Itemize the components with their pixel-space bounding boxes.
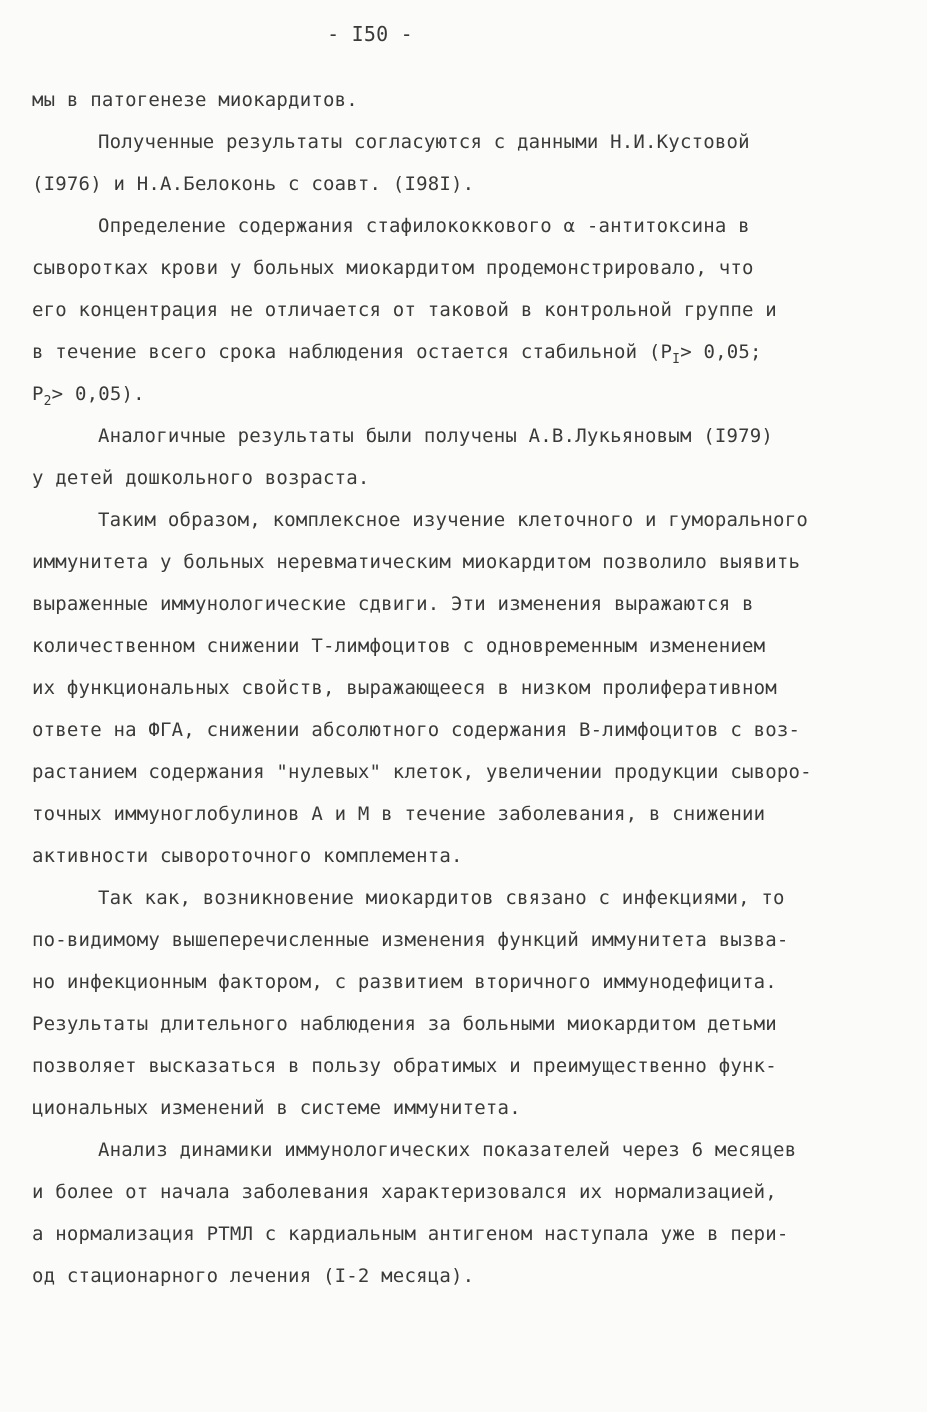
text-line: но инфекционным фактором, с развитием вторичного иммунодефицита. bbox=[32, 971, 777, 993]
text-fragment: в течение всего срока наблюдения остается стабильной (P bbox=[32, 341, 673, 363]
text-line: Так как, возникновение миокардитов связано с инфекциями, то bbox=[98, 887, 785, 909]
text-line: количественном снижении Т-лимфоцитов с одновременным изменением bbox=[32, 635, 766, 657]
text-fragment: > 0,05). bbox=[51, 383, 145, 405]
text-line: точных иммуноглобулинов А и М в течение заболевания, в снижении bbox=[32, 803, 766, 825]
text-line: Полученные результаты согласуются с данными Н.И.Кустовой bbox=[98, 131, 750, 153]
text-line: Анализ динамики иммунологических показателей через 6 месяцев bbox=[98, 1139, 797, 1161]
text-line: иммунитета у больных неревматическим миокардитом позволило выявить bbox=[32, 551, 801, 573]
text-line: ответе на ФГА, снижении абсолютного содержания В-лимфоцитов с воз- bbox=[32, 719, 801, 741]
text-line: Таким образом, комплексное изучение клеточного и гуморального bbox=[98, 509, 808, 531]
text-fragment: > 0,05; bbox=[680, 341, 762, 363]
text-line: Определение содержания стафилококкового α -антитоксина в bbox=[98, 215, 750, 237]
subscript: I bbox=[672, 352, 681, 367]
text-line bbox=[32, 340, 762, 372]
text-fragment: P bbox=[32, 383, 44, 405]
text-line: у детей дошкольного возраста. bbox=[32, 467, 370, 489]
text-line bbox=[32, 382, 145, 414]
text-line: их функциональных свойств, выражающееся в низком пролиферативном bbox=[32, 677, 777, 699]
page-number: - I50 - bbox=[327, 22, 413, 46]
text-line: Аналогичные результаты были получены А.В.Лукьяновым (I979) bbox=[98, 425, 774, 447]
text-line: мы в патогенезе миокардитов. bbox=[32, 89, 358, 111]
text-line: циональных изменений в системе иммунитета. bbox=[32, 1097, 521, 1119]
text-line: Результаты длительного наблюдения за больными миокардитом детьми bbox=[32, 1013, 777, 1035]
text-line: сыворотках крови у больных миокардитом продемонстрировало, что bbox=[32, 257, 754, 279]
text-line: (I976) и Н.А.Белоконь с соавт. (I98I). bbox=[32, 173, 475, 195]
text-line: а нормализация РТМЛ с кардиальным антигеном наступала уже в пери- bbox=[32, 1223, 789, 1245]
text-line: по-видимому вышеперечисленные изменения функций иммунитета вызва- bbox=[32, 929, 789, 951]
text-line: позволяет высказаться в пользу обратимых и преимущественно функ- bbox=[32, 1055, 777, 1077]
text-line: и более от начала заболевания характеризовался их нормализацией, bbox=[32, 1181, 777, 1203]
text-line: од стационарного лечения (I-2 месяца). bbox=[32, 1265, 475, 1287]
text-line: его концентрация не отличается от таковой в контрольной группе и bbox=[32, 299, 777, 321]
text-line: выраженные иммунологические сдвиги. Эти изменения выражаются в bbox=[32, 593, 754, 615]
text-line: активности сывороточного комплемента. bbox=[32, 845, 463, 867]
subscript: 2 bbox=[43, 394, 52, 409]
text-line: растанием содержания "нулевых" клеток, увеличении продукции сыворо- bbox=[32, 761, 812, 783]
